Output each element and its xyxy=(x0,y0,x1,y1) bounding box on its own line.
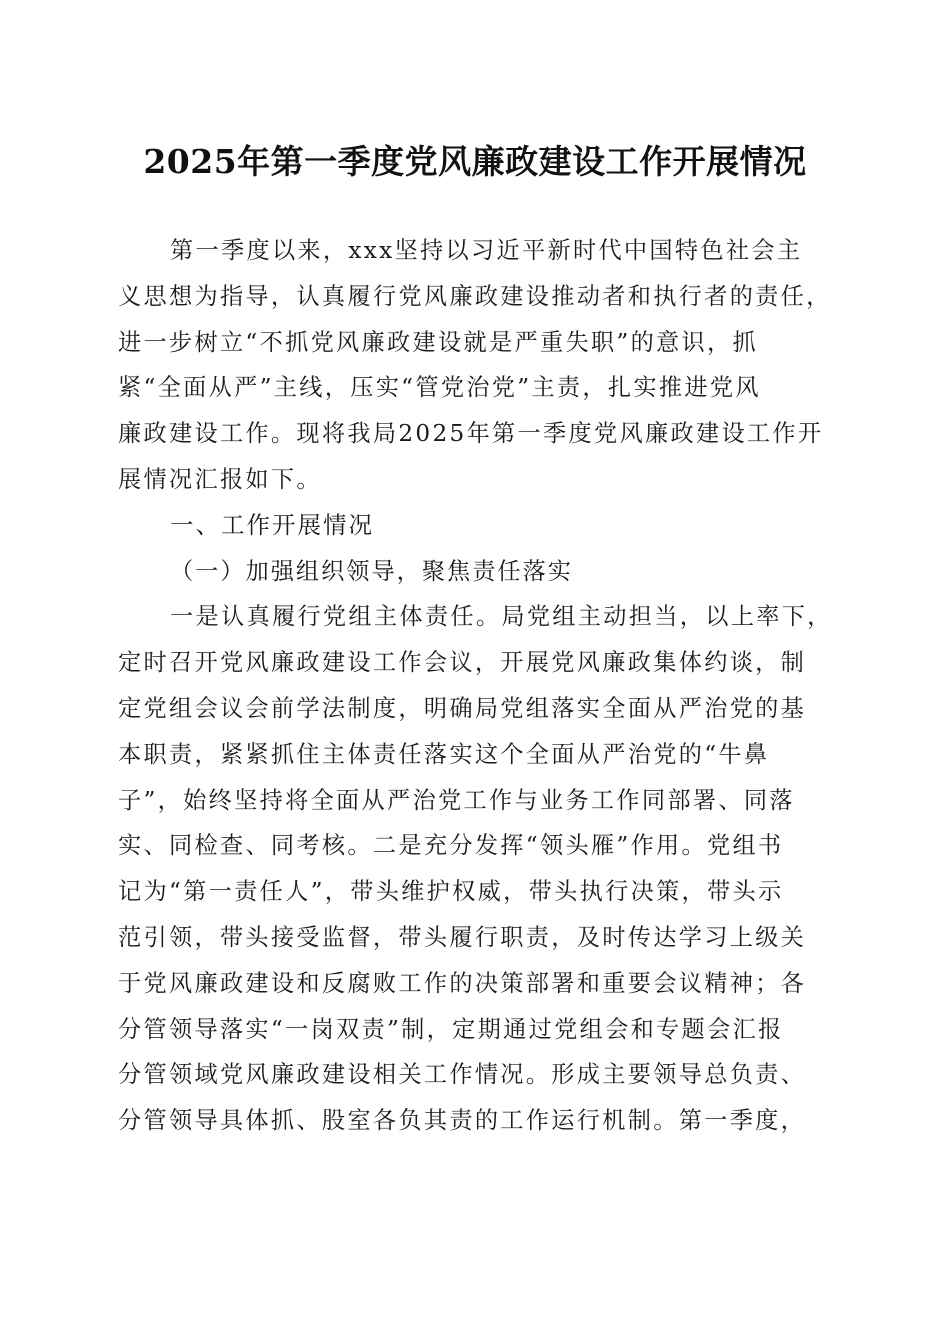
body-line: 分管领导落实“一岗双责”制，定期通过党组会和专题会汇报 xyxy=(118,1015,784,1043)
subsection-heading: （一）加强组织领导，聚焦责任落实 xyxy=(170,557,573,585)
intro-line: 义思想为指导，认真履行党风廉政建设推动者和执行者的责任， xyxy=(118,282,832,310)
document-title: 2025年第一季度党风廉政建设工作开展情况 xyxy=(143,142,807,181)
body-line: 定党组会议会前学法制度，明确局党组落实全面从严治党的基 xyxy=(118,694,807,722)
body-line: 实、同检查、同考核。二是充分发挥“领头雁”作用。党组书 xyxy=(118,832,784,860)
intro-line: 第一季度以来，xxx坚持以习近平新时代中国特色社会主 xyxy=(170,237,803,264)
body-line: 记为“第一责任人”，带头维护权威，带头执行决策，带头示 xyxy=(118,878,784,906)
body-line: 分管领导具体抓、股室各负其责的工作运行机制。第一季度， xyxy=(118,1107,807,1135)
body-line: 范引领，带头接受监督，带头履行职责，及时传达学习上级关 xyxy=(118,923,807,951)
intro-line: 廉政建设工作。现将我局2025年第一季度党风廉政建设工作开 xyxy=(118,420,824,448)
intro-line: 进一步树立“不抓党风廉政建设就是严重失职”的意识，抓 xyxy=(118,328,759,356)
body-line: 一是认真履行党组主体责任。局党组主动担当，以上率下， xyxy=(170,603,833,631)
intro-line: 展情况汇报如下。 xyxy=(118,465,322,493)
intro-line: 紧“全面从严”主线，压实“管党治党”主责，扎实推进党风 xyxy=(118,374,761,402)
body-line: 本职责，紧紧抓住主体责任落实这个全面从严治党的“牛鼻 xyxy=(118,740,770,768)
body-line: 子”，始终坚持将全面从严治党工作与业务工作同部署、同落 xyxy=(118,786,795,814)
document-body xyxy=(118,228,834,1144)
body-line: 定时召开党风廉政建设工作会议，开展党风廉政集体约谈，制 xyxy=(118,649,807,677)
body-line: 于党风廉政建设和反腐败工作的决策部署和重要会议精神；各 xyxy=(118,969,807,997)
section-heading: 一、工作开展情况 xyxy=(170,510,374,539)
body-line: 分管领域党风廉政建设相关工作情况。形成主要领导总负责、 xyxy=(118,1061,807,1089)
